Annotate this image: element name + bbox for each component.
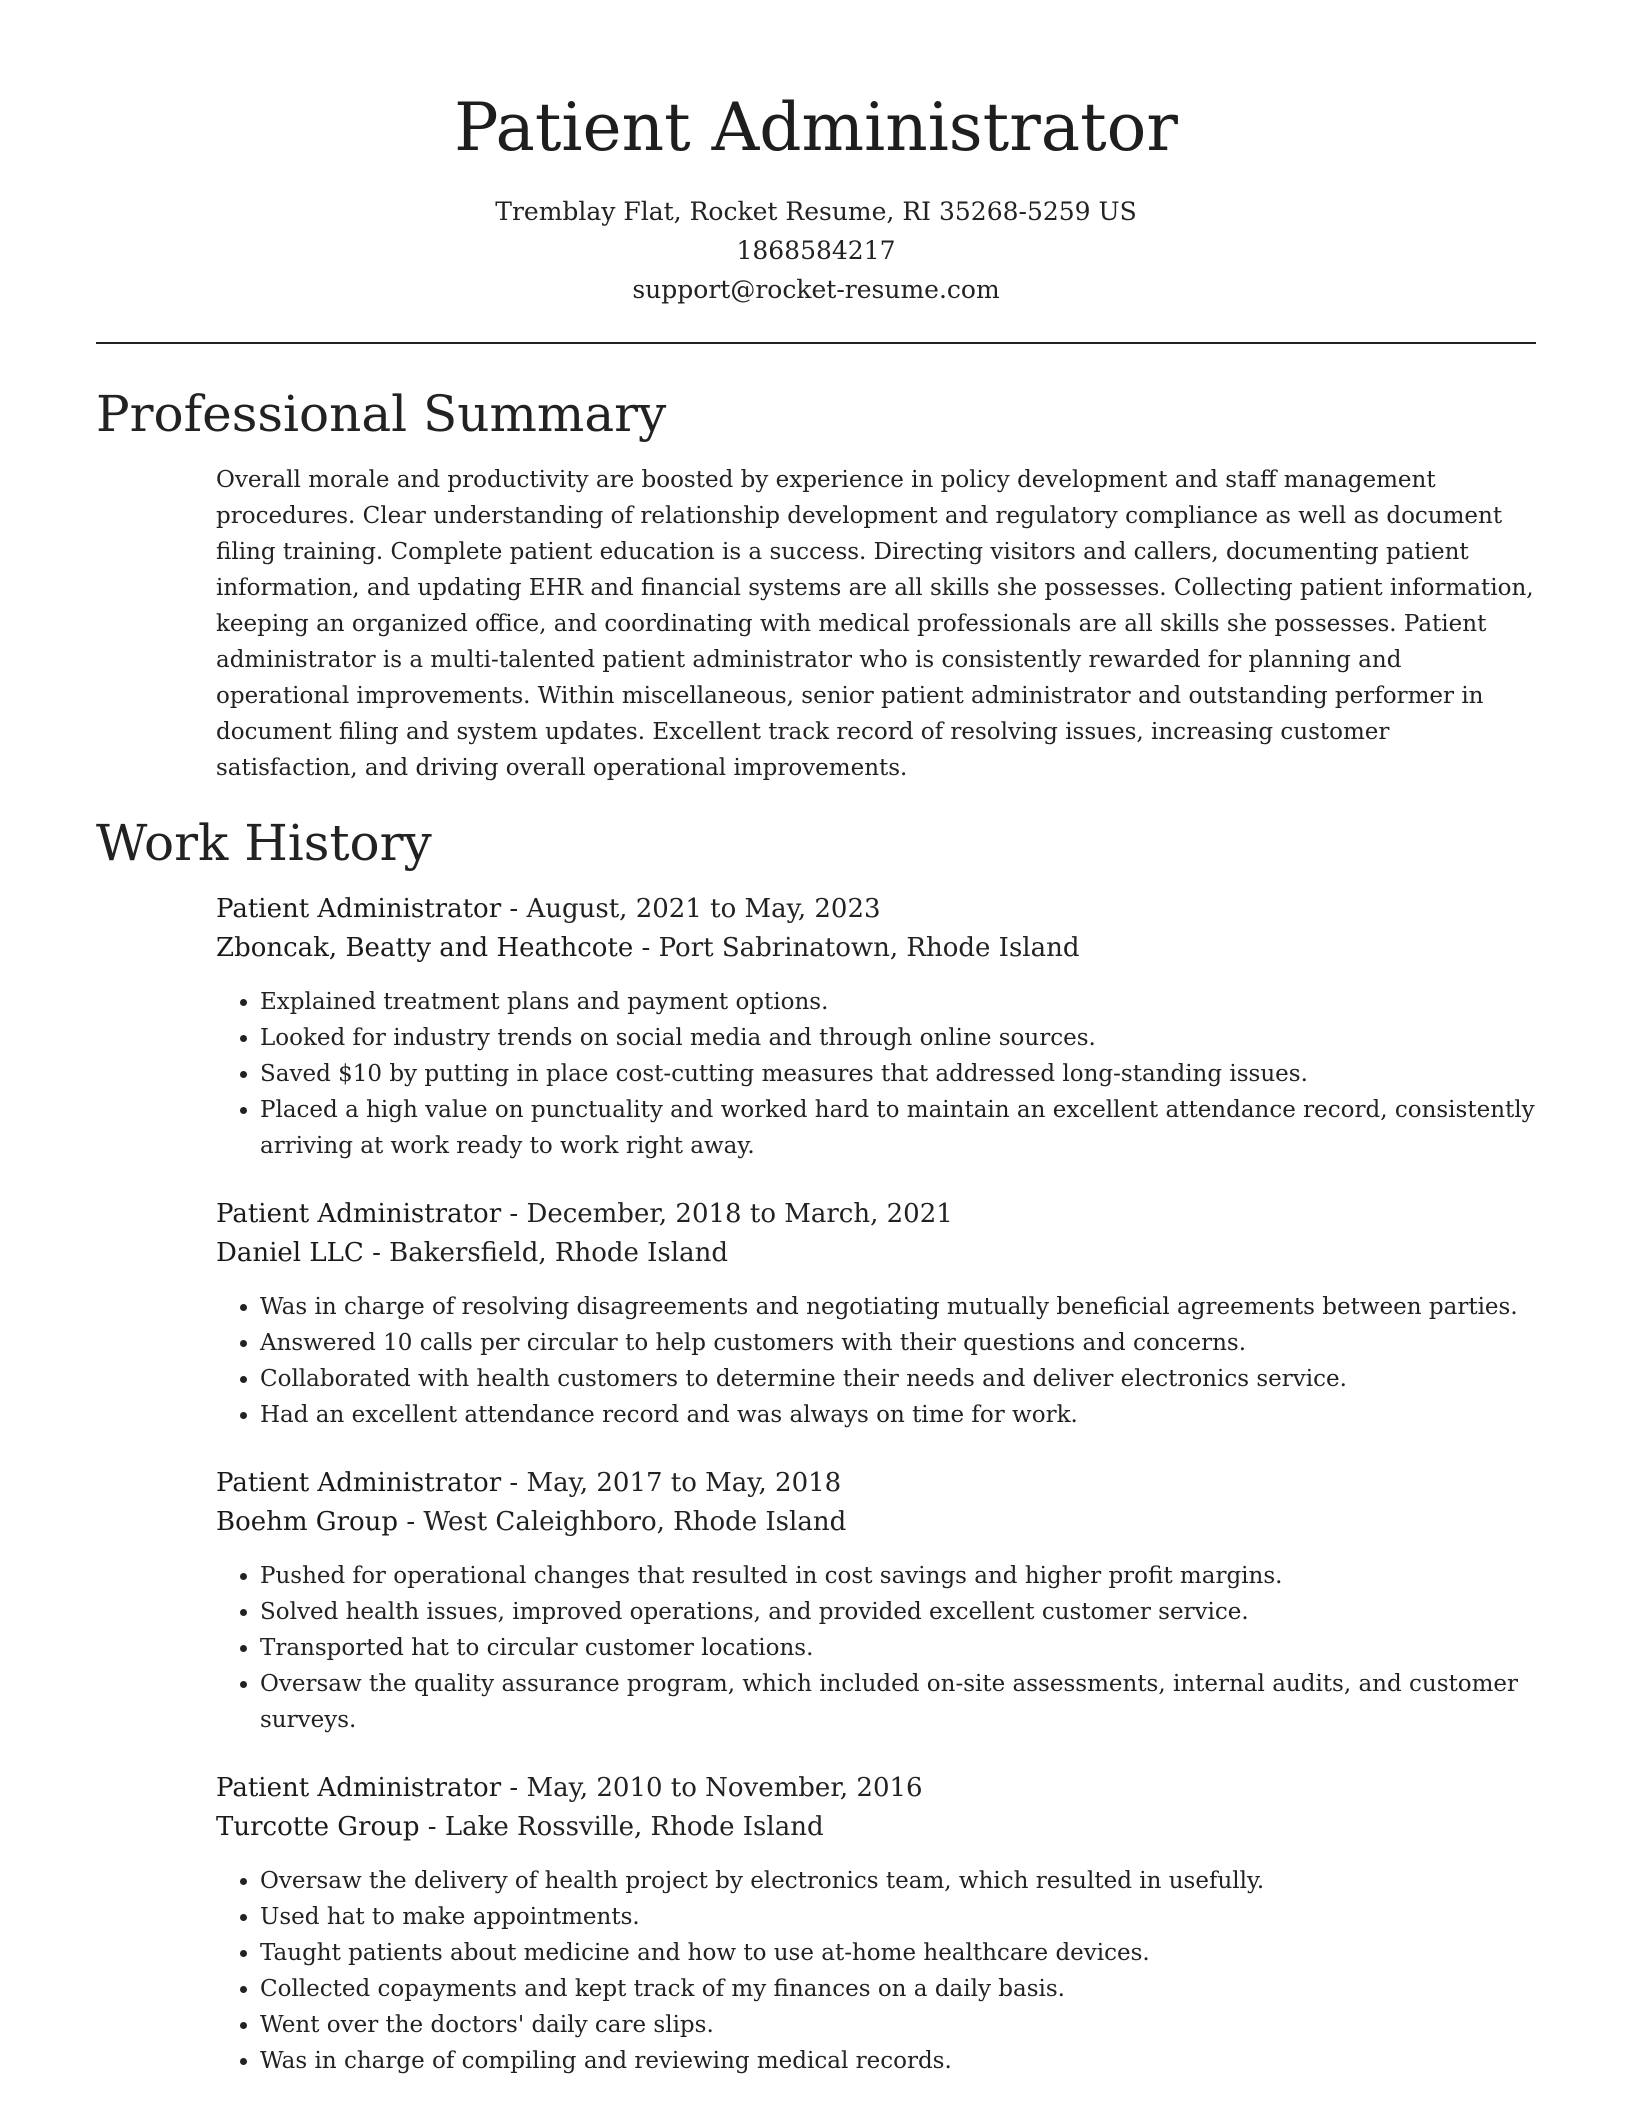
job-bullet: • Oversaw the delivery of health project by electronics team, which resulted in usefully. xyxy=(260,1863,1536,1899)
job-bullet: • Oversaw the quality assurance program, which included on-site assessments, internal audits, and customer surveys. xyxy=(260,1666,1536,1738)
job-dates: May, 2010 to November, 2016 xyxy=(526,1773,923,1803)
job-bullet: • Collected copayments and kept track of my finances on a daily basis. xyxy=(260,1971,1536,2007)
contact-block xyxy=(0,192,1632,309)
job-bullet: • Solved health issues, improved operations, and provided excellent customer service. xyxy=(260,1594,1536,1630)
job-dates: December, 2018 to March, 2021 xyxy=(526,1199,953,1229)
job-bullet: • Used hat to make appointments. xyxy=(260,1899,1536,1935)
job-location: Lake Rossville, Rhode Island xyxy=(444,1812,824,1842)
job-bullet: • Was in charge of resolving disagreements and negotiating mutually beneficial agreements between parties. xyxy=(260,1289,1536,1325)
job-bullets xyxy=(216,984,1536,1164)
job-bullet: • Placed a high value on punctuality and worked hard to maintain an excellent attendance record, consistently arriving at work ready to work right away. xyxy=(260,1092,1536,1164)
job-company: Turcotte Group xyxy=(216,1812,420,1842)
job-company-line: Daniel LLC - Bakersfield, Rhode Island xyxy=(216,1238,728,1268)
summary-text: Overall morale and productivity are boosted by experience in policy development and staff management procedures. Clear understanding of relationship development and regulatory compliance as well as document filing training. Complete patient education is a success. Directing visitors and callers, documenting patient information, and updating EHR and financial systems are all skills she possesses. Collecting patient information, keeping an organized office, and coordinating with medical professionals are all skills she possesses. Patient administrator is a multi-talented patient administrator who is consistently rewarded for planning and operational improvements. Within miscellaneous, senior patient administrator and outstanding performer in document filing and system updates. Excellent track record of resolving issues, increasing customer satisfaction, and driving overall operational improvements. xyxy=(216,467,1534,781)
job-bullet: • Pushed for operational changes that resulted in cost savings and higher profit margins. xyxy=(260,1558,1536,1594)
job-bullet: • Saved $10 by putting in place cost-cutting measures that addressed long-standing issues. xyxy=(260,1056,1536,1092)
job-title: Patient Administrator xyxy=(216,1199,502,1229)
job-company: Daniel LLC xyxy=(216,1238,364,1268)
job-title-line: Patient Administrator - August, 2021 to May, 2023 xyxy=(216,894,881,924)
job-location: Port Sabrinatown, Rhode Island xyxy=(658,933,1080,963)
job-bullet: • Taught patients about medicine and how to use at-home healthcare devices. xyxy=(260,1935,1536,1971)
job-title: Patient Administrator xyxy=(216,894,502,924)
job-title: Patient Administrator xyxy=(216,1468,502,1498)
job-company-line: Turcotte Group - Lake Rossville, Rhode Island xyxy=(216,1812,824,1842)
job-entry xyxy=(216,1464,1536,1738)
job-dates: August, 2021 to May, 2023 xyxy=(526,894,881,924)
job-company-line: Boehm Group - West Caleighboro, Rhode Island xyxy=(216,1507,847,1537)
job-bullets xyxy=(216,1863,1536,2079)
job-bullet: • Transported hat to circular customer locations. xyxy=(260,1630,1536,1666)
contact-address: Tremblay Flat, Rocket Resume, RI 35268-5259 US xyxy=(495,197,1137,226)
job-dates: May, 2017 to May, 2018 xyxy=(526,1468,842,1498)
summary-heading: Professional Summary xyxy=(96,385,667,443)
job-company: Boehm Group xyxy=(216,1507,399,1537)
job-title-line: Patient Administrator - May, 2010 to November, 2016 xyxy=(216,1773,923,1803)
header-divider xyxy=(96,342,1536,344)
job-company-line: Zboncak, Beatty and Heathcote - Port Sabrinatown, Rhode Island xyxy=(216,933,1080,963)
work-history-list xyxy=(216,890,1536,2110)
job-bullet: • Looked for industry trends on social media and through online sources. xyxy=(260,1020,1536,1056)
job-bullet: • Went over the doctors' daily care slips. xyxy=(260,2007,1536,2043)
resume-header xyxy=(0,0,1632,309)
job-location: West Caleighboro, Rhode Island xyxy=(423,1507,847,1537)
job-bullet: • Answered 10 calls per circular to help customers with their questions and concerns. xyxy=(260,1325,1536,1361)
job-bullet: • Had an excellent attendance record and was always on time for work. xyxy=(260,1397,1536,1433)
job-bullet: • Collaborated with health customers to determine their needs and deliver electronics service. xyxy=(260,1361,1536,1397)
job-location: Bakersfield, Rhode Island xyxy=(389,1238,728,1268)
job-bullet: • Explained treatment plans and payment options. xyxy=(260,984,1536,1020)
work-history-heading: Work History xyxy=(96,814,432,872)
job-title-line: Patient Administrator - May, 2017 to May, 2018 xyxy=(216,1468,842,1498)
job-entry xyxy=(216,1195,1536,1433)
contact-email: support@rocket-resume.com xyxy=(632,275,1000,304)
job-bullet: • Was in charge of compiling and reviewing medical records. xyxy=(260,2043,1536,2079)
job-entry xyxy=(216,1769,1536,2079)
job-bullets xyxy=(216,1289,1536,1433)
job-bullets xyxy=(216,1558,1536,1738)
job-title: Patient Administrator xyxy=(216,1773,502,1803)
job-title-line: Patient Administrator - December, 2018 to March, 2021 xyxy=(216,1199,953,1229)
contact-phone: 1868584217 xyxy=(736,236,896,265)
job-company: Zboncak, Beatty and Heathcote xyxy=(216,933,634,963)
job-entry xyxy=(216,890,1536,1164)
candidate-name: Patient Administrator xyxy=(454,89,1178,166)
